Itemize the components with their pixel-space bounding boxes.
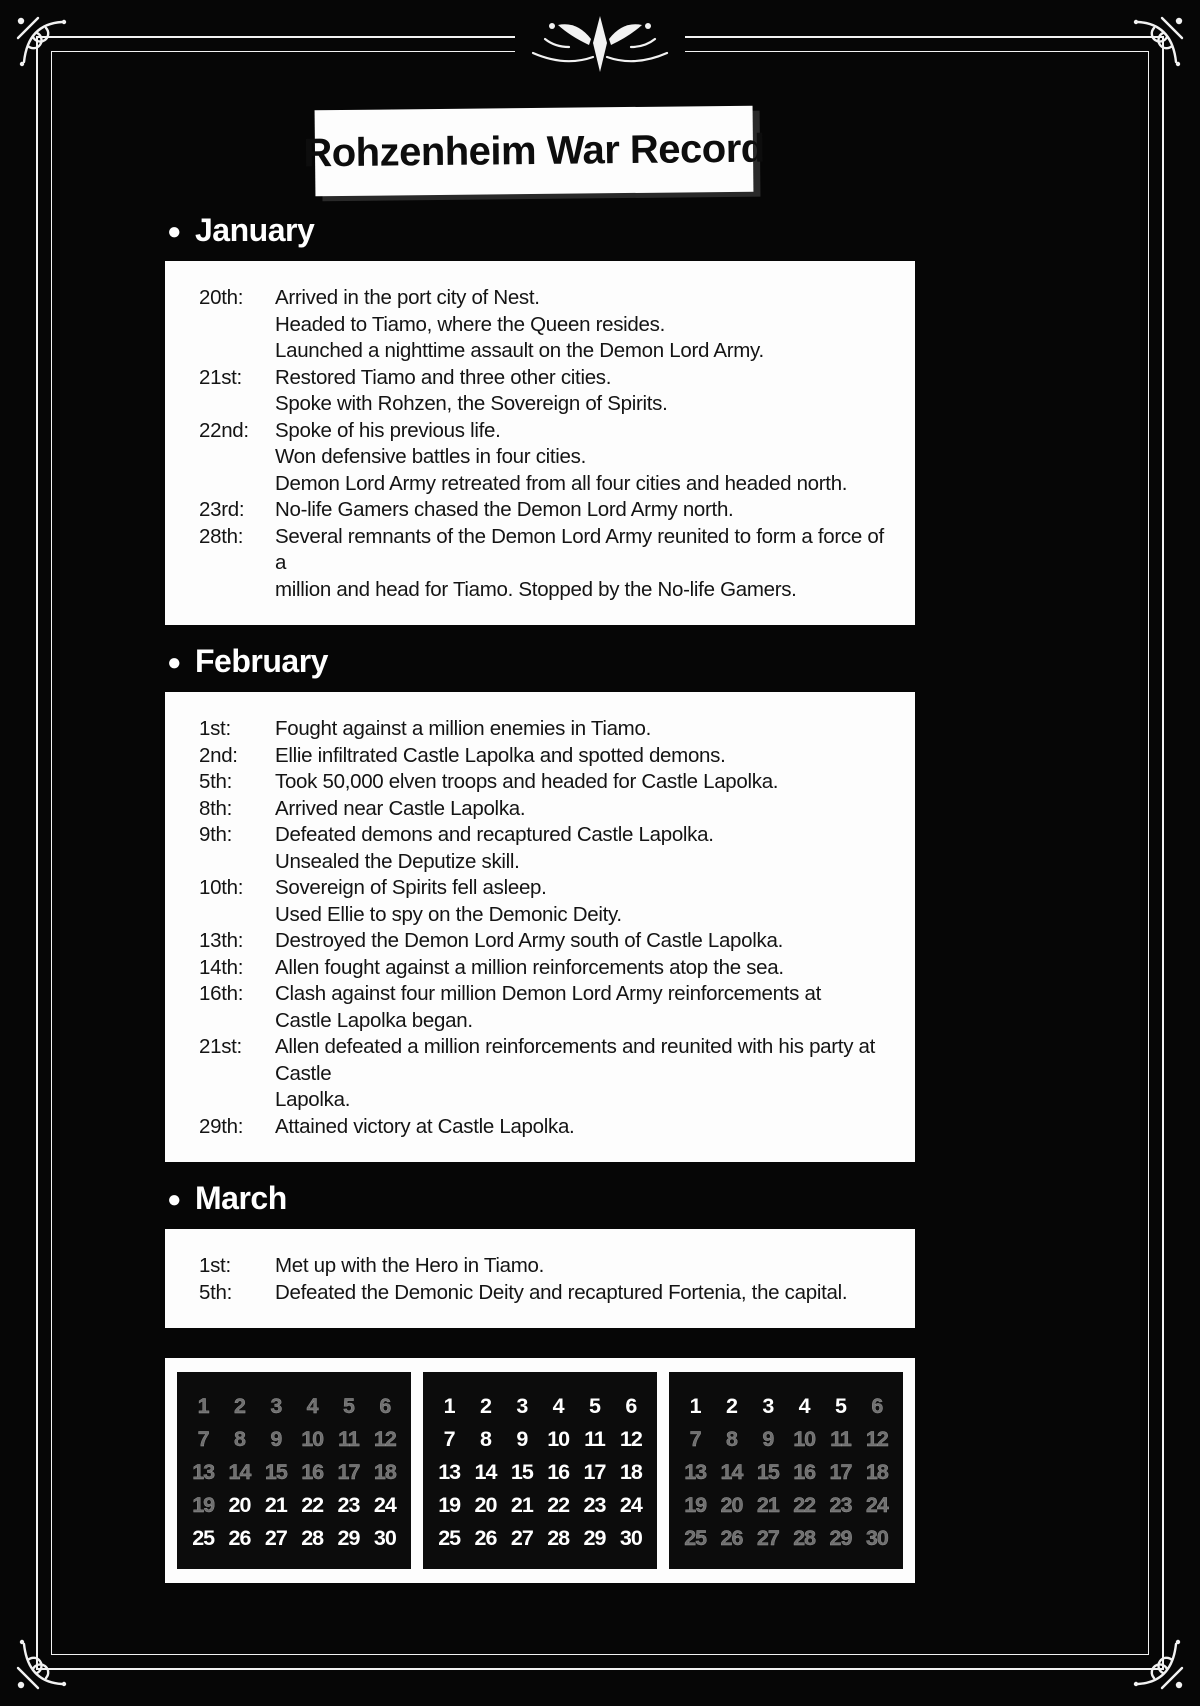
calendar-day: 6 bbox=[625, 1394, 637, 1418]
calendar-day: 7 bbox=[689, 1427, 701, 1451]
calendar-day: 4 bbox=[306, 1394, 318, 1418]
calendar-day: 7 bbox=[443, 1427, 455, 1451]
section-label: January bbox=[195, 212, 315, 248]
calendar-day: 5 bbox=[589, 1394, 600, 1418]
fleur-ornament-icon bbox=[525, 13, 675, 77]
calendar-day: 21 bbox=[264, 1493, 287, 1517]
entry-line: Allen defeated a million reinforcements and reunited with his party at Castle bbox=[275, 1035, 876, 1085]
month-section-january bbox=[165, 212, 915, 625]
calendar-day: 26 bbox=[228, 1526, 251, 1550]
entry-lines bbox=[275, 497, 889, 524]
calendar-3 bbox=[669, 1372, 903, 1569]
calendar-day: 16 bbox=[301, 1460, 324, 1484]
entry-lines bbox=[275, 524, 889, 604]
calendar-day: 29 bbox=[583, 1526, 606, 1550]
entry-line: Won defensive battles in four cities. bbox=[275, 445, 586, 468]
entry-lines bbox=[275, 1253, 889, 1280]
entry-date: 21st: bbox=[199, 1035, 242, 1058]
record-entry bbox=[199, 1034, 889, 1114]
calendar-day: 28 bbox=[301, 1526, 324, 1550]
entry-date: 2nd: bbox=[199, 743, 238, 767]
calendar-day: 9 bbox=[516, 1427, 528, 1451]
calendar-day: 2 bbox=[234, 1394, 245, 1418]
record-entry bbox=[199, 769, 889, 796]
calendar-day: 17 bbox=[337, 1460, 360, 1484]
calendar-day: 30 bbox=[619, 1526, 642, 1550]
calendar-day: 12 bbox=[865, 1427, 888, 1451]
entry-line: Took 50,000 elven troops and headed for Castle Lapolka. bbox=[275, 770, 779, 793]
calendar-day: 18 bbox=[865, 1460, 888, 1484]
section-heading bbox=[167, 1180, 915, 1217]
entry-date: 5th: bbox=[199, 1280, 232, 1304]
calendar-2 bbox=[423, 1372, 657, 1569]
calendar-day: 29 bbox=[829, 1526, 852, 1550]
entry-lines bbox=[275, 285, 889, 365]
calendar-day: 10 bbox=[547, 1427, 570, 1451]
calendar-day: 21 bbox=[756, 1493, 779, 1517]
month-section-march bbox=[165, 1180, 915, 1328]
month-panel bbox=[165, 692, 915, 1162]
calendar-day: 12 bbox=[373, 1427, 396, 1451]
calendar-day: 27 bbox=[756, 1526, 779, 1550]
entry-lines bbox=[275, 743, 889, 770]
calendar-day: 8 bbox=[234, 1427, 245, 1451]
entry-lines bbox=[275, 1034, 889, 1114]
calendar-day: 24 bbox=[619, 1493, 642, 1517]
record-entry bbox=[199, 418, 889, 498]
entry-lines bbox=[275, 981, 889, 1034]
calendar-day: 5 bbox=[835, 1394, 846, 1418]
section-heading bbox=[167, 643, 915, 680]
calendar-day: 25 bbox=[438, 1526, 461, 1550]
record-entry bbox=[199, 955, 889, 982]
entry-lines bbox=[275, 955, 889, 982]
corner-flourish-icon bbox=[12, 1602, 104, 1694]
calendar-day: 26 bbox=[720, 1526, 743, 1550]
record-entry bbox=[199, 1253, 889, 1280]
calendar-day: 15 bbox=[510, 1460, 533, 1484]
entry-line: Arrived in the port city of Nest. bbox=[275, 286, 540, 309]
entry-date: 13th: bbox=[199, 929, 244, 952]
calendar-day: 10 bbox=[793, 1427, 816, 1451]
calendar-day: 2 bbox=[726, 1394, 737, 1418]
calendar-day: 19 bbox=[438, 1493, 461, 1517]
record-entry bbox=[199, 365, 889, 418]
entry-date: 20th: bbox=[199, 286, 244, 309]
calendar-day: 3 bbox=[762, 1394, 774, 1418]
section-label: February bbox=[195, 643, 328, 679]
calendar-day: 19 bbox=[684, 1493, 707, 1517]
entry-line: Met up with the Hero in Tiamo. bbox=[275, 1254, 545, 1277]
calendar-day: 28 bbox=[793, 1526, 816, 1550]
section-label: March bbox=[195, 1180, 287, 1216]
calendar-day: 23 bbox=[337, 1493, 360, 1517]
entry-line: Arrived near Castle Lapolka. bbox=[275, 796, 526, 820]
calendar-day: 24 bbox=[373, 1493, 396, 1517]
corner-flourish-icon bbox=[1096, 12, 1188, 104]
record-entry bbox=[199, 743, 889, 770]
calendar-day: 18 bbox=[373, 1460, 396, 1484]
calendar-day: 3 bbox=[270, 1394, 282, 1418]
calendar-day: 27 bbox=[264, 1526, 287, 1550]
entry-line: Fought against a million enemies in Tiamo. bbox=[275, 717, 651, 740]
section-heading bbox=[167, 212, 915, 249]
record-entry bbox=[199, 981, 889, 1034]
entry-lines bbox=[275, 875, 889, 928]
calendar-day: 8 bbox=[480, 1427, 491, 1451]
calendar-day: 7 bbox=[197, 1427, 209, 1451]
entry-date: 29th: bbox=[199, 1114, 244, 1138]
calendar-grid bbox=[431, 1394, 649, 1551]
entry-line: Ellie infiltrated Castle Lapolka and spotted demons. bbox=[275, 743, 726, 767]
calendar-day: 13 bbox=[438, 1460, 461, 1484]
entry-lines bbox=[275, 822, 889, 875]
record-entry bbox=[199, 497, 889, 524]
calendar-day: 6 bbox=[871, 1394, 883, 1418]
entry-date: 1st: bbox=[199, 1254, 231, 1277]
sections bbox=[165, 212, 915, 1328]
bullet-icon: ● bbox=[167, 217, 181, 245]
page-title: Rohzenheim War Record bbox=[303, 126, 765, 175]
entry-lines bbox=[275, 928, 889, 955]
calendar-day: 30 bbox=[865, 1526, 888, 1550]
entry-line: million and head for Tiamo. Stopped by the No-life Gamers. bbox=[275, 577, 797, 601]
entry-date: 9th: bbox=[199, 823, 232, 846]
entry-date: 10th: bbox=[199, 876, 244, 899]
calendar-1 bbox=[177, 1372, 411, 1569]
calendar-day: 14 bbox=[720, 1460, 743, 1484]
record-entry bbox=[199, 796, 889, 823]
entry-line: Used Ellie to spy on the Demonic Deity. bbox=[275, 902, 622, 926]
calendar-day: 9 bbox=[270, 1427, 282, 1451]
bullet-icon: ● bbox=[167, 1185, 181, 1213]
calendar-day: 30 bbox=[373, 1526, 396, 1550]
corner-flourish-icon bbox=[1096, 1602, 1188, 1694]
record-entry bbox=[199, 1280, 889, 1307]
entry-line: Unsealed the Deputize skill. bbox=[275, 849, 520, 873]
calendar-day: 17 bbox=[829, 1460, 852, 1484]
entry-date: 22nd: bbox=[199, 418, 249, 442]
calendar-day: 4 bbox=[798, 1394, 810, 1418]
calendar-day: 25 bbox=[192, 1526, 215, 1550]
calendar-day: 22 bbox=[793, 1493, 816, 1517]
calendar-day: 8 bbox=[726, 1427, 737, 1451]
entry-lines bbox=[275, 365, 889, 418]
calendar-day: 20 bbox=[474, 1493, 497, 1517]
record-entry bbox=[199, 1114, 889, 1141]
entry-lines bbox=[275, 1280, 889, 1307]
calendar-day: 16 bbox=[793, 1460, 816, 1484]
entry-lines bbox=[275, 769, 889, 796]
month-section-february bbox=[165, 643, 915, 1162]
calendar-day: 23 bbox=[829, 1493, 852, 1517]
entry-line: No-life Gamers chased the Demon Lord Army north. bbox=[275, 498, 734, 521]
calendar-day: 14 bbox=[228, 1460, 251, 1484]
calendar-day: 24 bbox=[865, 1493, 888, 1517]
entry-line: Destroyed the Demon Lord Army south of Castle Lapolka. bbox=[275, 929, 783, 952]
calendar-day: 13 bbox=[192, 1460, 215, 1484]
calendar-day: 27 bbox=[510, 1526, 533, 1550]
bullet-icon: ● bbox=[167, 648, 181, 676]
entry-date: 28th: bbox=[199, 524, 244, 548]
entry-line: Defeated the Demonic Deity and recaptured Fortenia, the capital. bbox=[275, 1280, 848, 1304]
entry-line: Sovereign of Spirits fell asleep. bbox=[275, 876, 547, 899]
record-entry bbox=[199, 822, 889, 875]
entry-date: 5th: bbox=[199, 770, 232, 793]
corner-flourish-icon bbox=[12, 12, 104, 104]
calendar-day: 12 bbox=[619, 1427, 642, 1451]
record-entry bbox=[199, 285, 889, 365]
entry-date: 1st: bbox=[199, 717, 231, 740]
calendar-day: 5 bbox=[343, 1394, 354, 1418]
entry-date: 16th: bbox=[199, 982, 244, 1005]
entry-date: 23rd: bbox=[199, 498, 245, 521]
calendar-day: 10 bbox=[301, 1427, 324, 1451]
entry-line: Allen fought against a million reinforcements atop the sea. bbox=[275, 955, 784, 979]
entry-line: Attained victory at Castle Lapolka. bbox=[275, 1114, 575, 1138]
calendar-day: 4 bbox=[552, 1394, 564, 1418]
entry-lines bbox=[275, 418, 889, 498]
content-column bbox=[165, 108, 915, 1583]
calendar-day: 20 bbox=[720, 1493, 743, 1517]
entry-line: Lapolka. bbox=[275, 1088, 351, 1111]
record-entry bbox=[199, 928, 889, 955]
calendar-day: 28 bbox=[547, 1526, 570, 1550]
entry-date: 14th: bbox=[199, 955, 244, 979]
calendar-day: 29 bbox=[337, 1526, 360, 1550]
record-entry bbox=[199, 524, 889, 604]
calendar-day: 11 bbox=[830, 1427, 851, 1451]
entry-line: Defeated demons and recaptured Castle Lapolka. bbox=[275, 823, 714, 846]
entry-lines bbox=[275, 1114, 889, 1141]
entry-date: 8th: bbox=[199, 796, 232, 820]
entry-line: Several remnants of the Demon Lord Army reunited to form a force of a bbox=[275, 524, 884, 574]
calendar-day: 15 bbox=[756, 1460, 779, 1484]
title-box bbox=[303, 106, 765, 197]
calendar-day: 20 bbox=[228, 1493, 251, 1517]
calendar-day: 1 bbox=[689, 1394, 701, 1418]
entry-lines bbox=[275, 716, 889, 743]
record-entry bbox=[199, 716, 889, 743]
calendar-day: 9 bbox=[762, 1427, 774, 1451]
month-panel bbox=[165, 261, 915, 625]
record-entry bbox=[199, 875, 889, 928]
entry-line: Headed to Tiamo, where the Queen resides. bbox=[275, 312, 665, 336]
entry-line: Restored Tiamo and three other cities. bbox=[275, 365, 612, 389]
calendar-day: 25 bbox=[684, 1526, 707, 1550]
calendar-day: 1 bbox=[197, 1394, 209, 1418]
calendar-grid bbox=[185, 1394, 403, 1551]
calendar-day: 11 bbox=[338, 1427, 359, 1451]
calendar-day: 22 bbox=[547, 1493, 570, 1517]
entry-line: Spoke of his previous life. bbox=[275, 418, 501, 442]
entry-line: Spoke with Rohzen, the Sovereign of Spirits. bbox=[275, 392, 668, 415]
calendar-day: 19 bbox=[192, 1493, 215, 1517]
calendar-day: 13 bbox=[684, 1460, 707, 1484]
calendar-day: 15 bbox=[264, 1460, 287, 1484]
calendar-day: 16 bbox=[547, 1460, 570, 1484]
month-panel bbox=[165, 1229, 915, 1328]
entry-line: Castle Lapolka began. bbox=[275, 1008, 473, 1032]
calendar-day: 11 bbox=[584, 1427, 605, 1451]
calendar-day: 23 bbox=[583, 1493, 606, 1517]
calendar-grid bbox=[677, 1394, 895, 1551]
entry-line: Launched a nighttime assault on the Demon Lord Army. bbox=[275, 339, 764, 362]
calendar-day: 2 bbox=[480, 1394, 491, 1418]
calendar-day: 6 bbox=[379, 1394, 391, 1418]
calendar-day: 3 bbox=[516, 1394, 528, 1418]
calendar-day: 26 bbox=[474, 1526, 497, 1550]
top-center-ornament bbox=[515, 6, 685, 84]
calendar-day: 1 bbox=[443, 1394, 455, 1418]
calendar-day: 18 bbox=[619, 1460, 642, 1484]
calendar-strip bbox=[165, 1358, 915, 1583]
calendar-day: 14 bbox=[474, 1460, 497, 1484]
calendar-day: 17 bbox=[583, 1460, 606, 1484]
calendar-day: 22 bbox=[301, 1493, 324, 1517]
entry-date: 21st: bbox=[199, 365, 242, 389]
entry-line: Clash against four million Demon Lord Army reinforcements at bbox=[275, 982, 821, 1005]
entry-line: Demon Lord Army retreated from all four cities and headed north. bbox=[275, 471, 848, 495]
calendar-day: 21 bbox=[510, 1493, 533, 1517]
entry-lines bbox=[275, 796, 889, 823]
